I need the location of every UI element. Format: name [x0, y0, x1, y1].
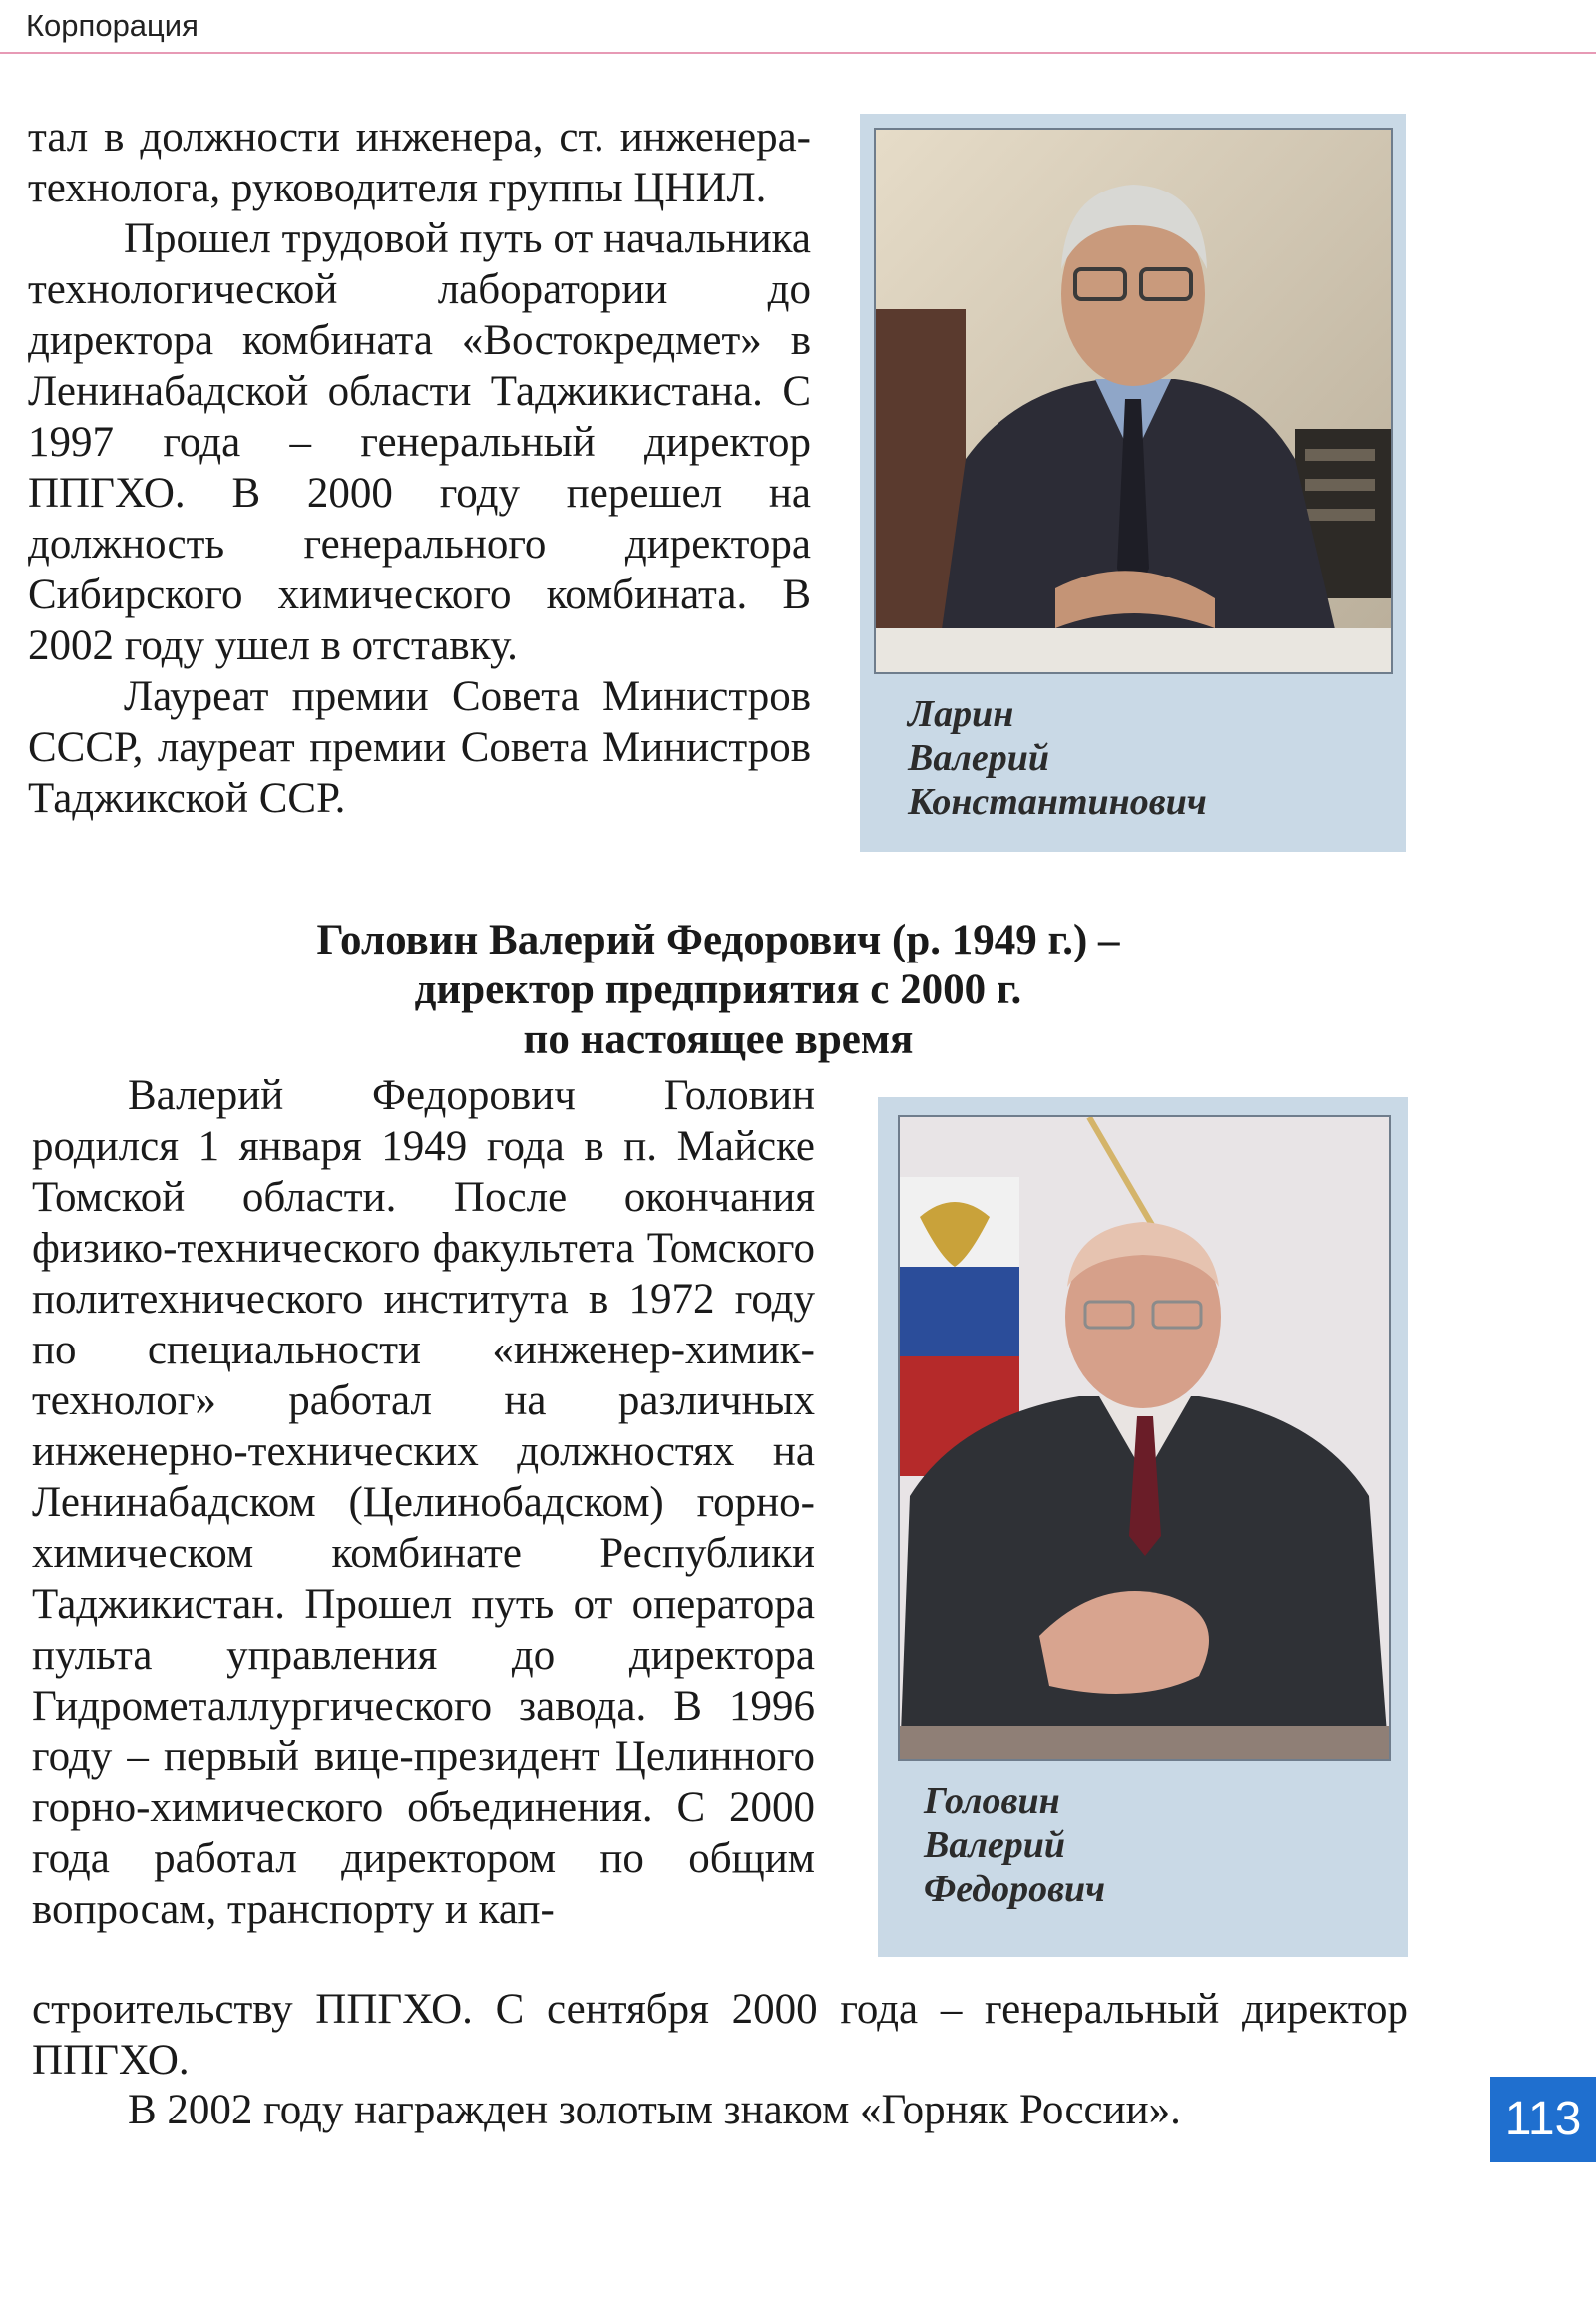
running-header: Корпорация — [26, 8, 199, 43]
portrait-larin-image — [876, 130, 1391, 672]
portrait-photo-golovin — [898, 1115, 1391, 1761]
page-number: 113 — [1490, 2077, 1596, 2162]
header-divider — [0, 52, 1596, 54]
portrait-caption-golovin — [924, 1779, 1105, 1911]
portrait-card-larin — [860, 114, 1406, 852]
caption-first-name: Валерий — [908, 737, 1049, 779]
golovin-bio-paragraph-1: Валерий Федорович Головин родился 1 января 1949 года в п. Майске Томской области. После окончания физико-технического факультета Томского политехнического института в 1972 году по специальности «инженер-химик-технолог» работал на различных инженерно-технических должностях на Ленинабадском (Целинобадском) горно-химическом комбинате Республики Таджикистан. Прошел путь от оператора пульта управления до директора Гидрометаллургического завода. В 1996 году – первый вице-президент Целинного горно-химического объединения. С 2000 года работал директором по общим вопросам, транспорту и кап- — [32, 1072, 815, 1933]
background-text-bleed — [1077, 1783, 1396, 1827]
caption-surname: Головин — [924, 1780, 1060, 1822]
golovin-bio-paragraph-1-end: строительству ППГХО. С сентября 2000 года – генеральный директор ППГХО. — [32, 1986, 1408, 2084]
larin-bio — [28, 112, 811, 824]
portrait-caption-larin — [908, 692, 1207, 824]
golovin-bio — [32, 1070, 815, 1935]
heading-line-3: по настоящее время — [523, 1016, 914, 1063]
caption-patronymic: Федорович — [924, 1868, 1106, 1910]
caption-surname: Ларин — [908, 693, 1014, 735]
caption-patronymic: Константинович — [908, 781, 1207, 823]
larin-bio-paragraph-3: Лауреат премии Совета Министров СССР, лауреат премии Совета Министров Таджикской ССР. — [28, 673, 811, 822]
portrait-golovin-image — [900, 1117, 1389, 1759]
golovin-bio-continued — [32, 1984, 1408, 2086]
heading-line-1: Головин Валерий Федорович (р. 1949 г.) – — [316, 917, 1120, 963]
larin-bio-paragraph-1: тал в должности инженера, ст. инженера-технолога, руководителя группы ЦНИЛ. — [28, 114, 811, 211]
golovin-bio-award — [32, 2085, 1408, 2135]
portrait-photo-larin — [874, 128, 1393, 674]
caption-first-name: Валерий — [924, 1824, 1065, 1866]
portrait-card-golovin — [878, 1097, 1408, 1957]
golovin-bio-paragraph-2: В 2002 году награжден золотым знаком «Горняк России». — [128, 2087, 1181, 2133]
larin-bio-paragraph-2: Прошел трудовой путь от начальника технологической лаборатории до директора комбината «Востокредмет» в Ленинабадской области Таджикистана. С 1997 года – генеральный директор ППГХО. В 2000 году перешел на должность генерального директора Сибирского химического комбината. В 2002 году ушел в отставку. — [28, 215, 811, 669]
heading-line-2: директор предприятия с 2000 г. — [414, 966, 1022, 1013]
section-heading-golovin — [100, 916, 1337, 1065]
